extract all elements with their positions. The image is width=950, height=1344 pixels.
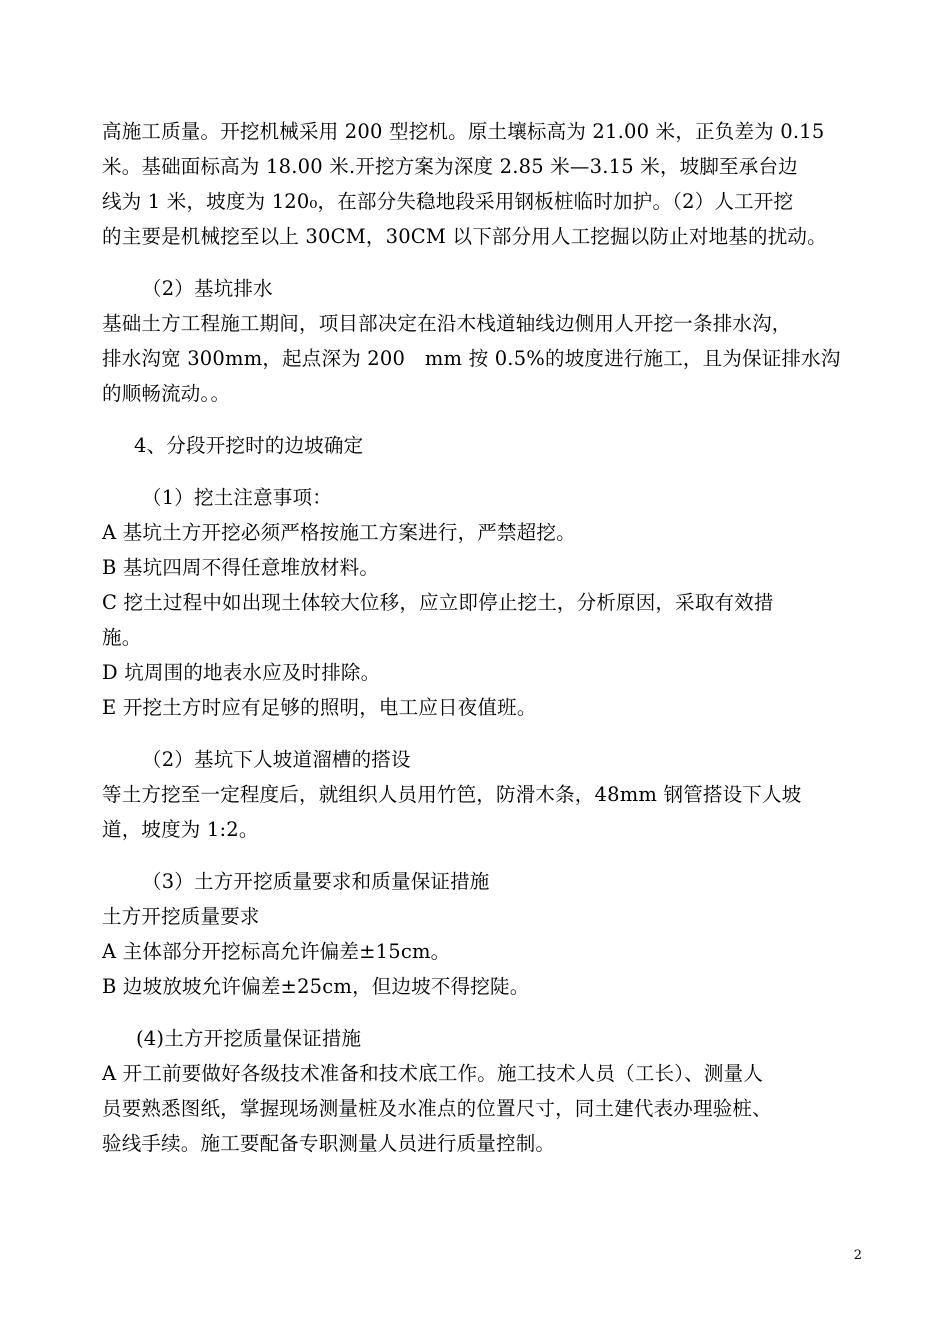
list-item: 土方开挖质量要求 — [102, 905, 260, 928]
list-item: E 开挖土方时应有足够的照明，电工应日夜值班。 — [102, 696, 537, 719]
list-item: B 边坡放坡允许偏差±25cm，但边坡不得挖陡。 — [102, 975, 530, 998]
paragraph-measures — [102, 1056, 862, 1161]
list-item: C 挖土过程中如出现土体较大位移，应立即停止挖土，分析原因，采取有效措 — [102, 591, 774, 614]
text-line: 米。基础面标高为 18.00 米.开挖方案为深度 2.85 米—3.15 米，坡脚至承台边 — [102, 155, 798, 178]
text-line: 高施工质量。开挖机械采用 200 型挖机。原土壤标高为 21.00 米，正负差为 0.15 — [102, 120, 825, 143]
paragraph-gap — [102, 411, 862, 428]
paragraph-ramp — [102, 777, 862, 847]
list-item: B 基坑四周不得任意堆放材料。 — [102, 556, 380, 579]
text-line: 的顺畅流动。。 — [102, 382, 231, 405]
heading-quality: （3）土方开挖质量要求和质量保证措施 — [142, 870, 490, 893]
text-line: 等土方挖至一定程度后，就组织人员用竹笆，防滑木条，48mm 钢管搭设下人坡 — [102, 783, 802, 806]
paragraph-gap — [102, 254, 862, 271]
heading-section-4: 4、分段开挖时的边坡确定 — [134, 434, 364, 457]
list-item: D 坑周围的地表水应及时排除。 — [102, 661, 381, 684]
text-line: A 开工前要做好各级技术准备和技术底工作。施工技术人员（工长）、测量人 — [102, 1062, 764, 1085]
text-line: 道，坡度为 1:2。 — [102, 818, 259, 841]
paragraph-gap — [102, 725, 862, 742]
heading-notes: （1）挖土注意事项： — [142, 486, 332, 509]
text-line: 线为 1 米，坡度为 120₀，在部分失稳地段采用钢板桩临时加护。（2）人工开挖 — [102, 190, 794, 213]
text-line: 验线手续。施工要配备专职测量人员进行质量控制。 — [102, 1132, 556, 1155]
list-quality-requirements — [102, 899, 862, 1004]
text-line: 的主要是机械挖至以上 30CM，30CM 以下部分用人工挖掘以防止对地基的扰动。 — [102, 225, 827, 248]
text-line: 基础土方工程施工期间，项目部决定在沿木栈道轴线边侧用人开挖一条排水沟， — [102, 312, 792, 335]
list-item: A 基坑土方开挖必须严格按施工方案进行，严禁超挖。 — [102, 521, 576, 544]
text-line: 排水沟宽 300mm，起点深为 200 mm 按 0.5%的坡度进行施工，且为保证排水沟 — [102, 347, 841, 370]
list-item: 施。 — [102, 626, 142, 649]
paragraph-gap — [102, 463, 862, 480]
paragraph-excavation — [102, 114, 862, 254]
text-line: 员要熟悉图纸，掌握现场测量桩及水准点的位置尺寸，同土建代表办理验桩、 — [102, 1097, 772, 1120]
heading-drainage: （2）基坑排水 — [142, 277, 273, 300]
heading-measures: (4)土方开挖质量保证措施 — [136, 1027, 362, 1050]
document-body — [102, 114, 862, 1161]
paragraph-drainage — [102, 306, 862, 411]
paragraph-gap — [102, 1004, 862, 1021]
page-number: 2 — [853, 1248, 862, 1263]
list-notes — [102, 515, 862, 725]
paragraph-gap — [102, 847, 862, 864]
heading-ramp: （2）基坑下人坡道溜槽的搭设 — [142, 748, 411, 771]
list-item: A 主体部分开挖标高允许偏差±15cm。 — [102, 940, 451, 963]
